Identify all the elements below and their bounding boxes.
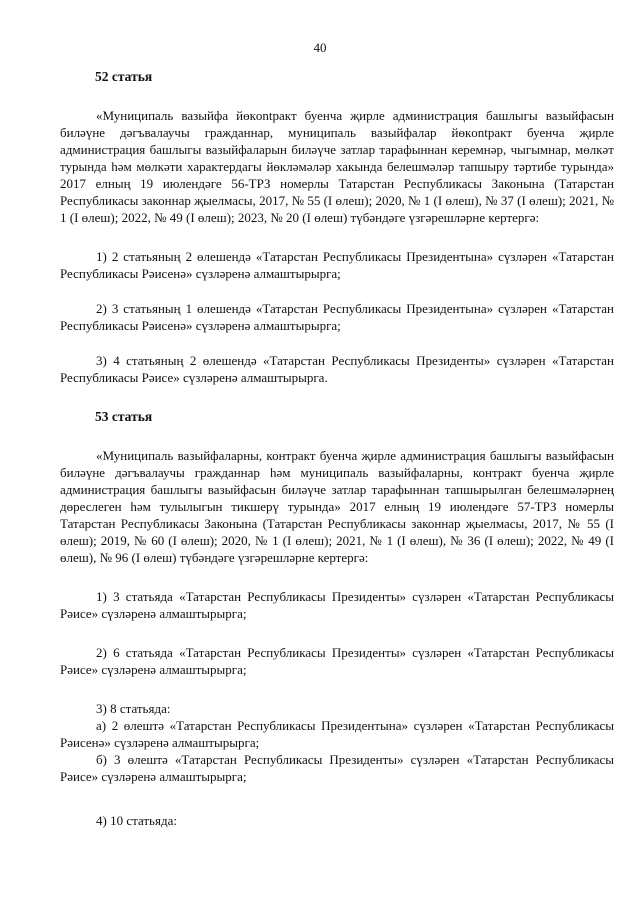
article-52-item-2: 2) 3 статьяның 1 өлешендə «Татарстан Республикасы Президентына» сүзлəрен «Татарстан Республикасы Рəисенə» сүзлəренə алмаштырырга; xyxy=(60,301,614,333)
article-53-intro: «Муниципаль вазыйфаларны, контракт буенча җирле администрация башлыгы вазыйфасын билəүне дəгъвалаучы гражданнар һəм муниципаль вазыйфаларны, контракт буенча җирле администрация башлыгы вазыйфасын билəүче затлар тарафыннан тапшырылган белешмəлəрнең дөреслеген һəм тулылыгын тикшерү турында» 2017 елның 19 июлендəге 57-ТРЗ номерлы Татарстан Республикасы Законына (Татарстан Республикасы законнар җыелмасы, 2017, № 55 (I өлеш); 2019, № 60 (I өлеш); 2020, № 1 (I өлеш); 2021, № 1 (I өлеш), № 36 (I өлеш); 2022, № 49 (I өлеш), № 96 (I өлеш) түбəндəге үзгəрешлəрне кертергə: xyxy=(60,448,614,565)
article-53-item-1: 1) 3 статьяда «Татарстан Республикасы Президенты» сүзлəрен «Татарстан Республикасы Рəисе» сүзлəренə алмаштырырга; xyxy=(60,589,614,621)
document-body xyxy=(60,68,614,829)
article-52-item-3: 3) 4 статьяның 2 өлешендə «Татарстан Республикасы Президенты» сүзлəрен «Татарстан Республикасы Рəисе» сүзлəренə алмаштырырга. xyxy=(60,353,614,385)
article-53-item-4-label: 4) 10 статьяда: xyxy=(96,813,177,828)
article-52-heading: 52 статья xyxy=(95,69,153,84)
page-number: 40 xyxy=(313,40,327,55)
article-52-item-1: 1) 2 статьяның 2 өлешендə «Татарстан Республикасы Президентына» сүзлəрен «Татарстан Республикасы Рəисенə» сүзлəренə алмаштырырга; xyxy=(60,249,614,281)
article-53-heading: 53 статья xyxy=(95,409,153,424)
article-53-item-3-label: 3) 8 статьяда: xyxy=(96,701,171,716)
article-53-item-2: 2) 6 статьяда «Татарстан Республикасы Президенты» сүзлəрен «Татарстан Республикасы Рəисе» сүзлəренə алмаштырырга; xyxy=(60,645,614,677)
article-53-item-3-a: а) 2 өлештə «Татарстан Республикасы Президентына» сүзлəрен «Татарстан Республикасы Рəисенə» сүзлəренə алмаштырырга; xyxy=(60,718,614,750)
article-52-intro: «Муниципаль вазыйфа йөкontракт буенча җирле администрация башлыгы вазыйфасын билəүне дəгъвалаучы гражданнар, муниципаль вазыйфалар йөкontракт буенча җирле администрация башлыгы вазыйфаларын билəүче затлар тарафыннан керемнəр, чыгымнар, мөлкəт турында һəм мөлкəти характердагы йөклəмəлəр хакында белешмəлəр тапшыру тəртибе турында» 2017 елның 19 июлендəге 56-ТРЗ номерлы Татарстан Республикасы Законына (Татарстан Республикасы законнар җыелмасы, 2017, № 55 (I өлеш); 2020, № 1 (I өлеш), № 37 (I өлеш); 2021, № 1 (I өлеш); 2022, № 49 (I өлеш); 2023, № 20 (I өлеш) түбəндəге үзгəрешлəрне кертергə: xyxy=(60,108,614,225)
article-53-item-3-b: б) 3 өлештə «Татарстан Республикасы Президенты» сүзлəрен «Татарстан Республикасы Рəисе» сүзлəренə алмаштырырга; xyxy=(60,752,614,784)
